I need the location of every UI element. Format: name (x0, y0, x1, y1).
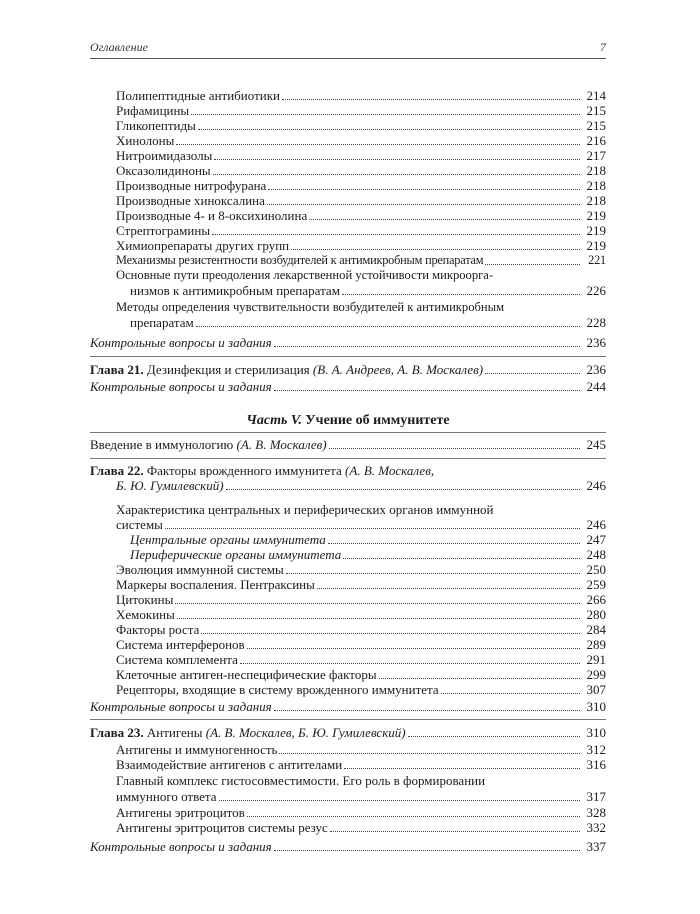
section-divider (90, 458, 606, 459)
toc-entry[interactable]: Гликопептиды 215 (116, 118, 606, 133)
toc-entry[interactable]: Эволюция иммунной системы 250 (116, 562, 606, 577)
part-title: Часть V. Учение об иммунитете (246, 413, 450, 428)
toc-chapter-heading[interactable]: Глава 23. Антигены (А. В. Москалев, Б. Ю. Гумилевский) 310 (90, 725, 606, 740)
toc-control-questions[interactable]: Контрольные вопросы и задания 310 (90, 699, 606, 714)
toc-entry[interactable]: Полипептидные антибиотики 214 (116, 88, 606, 103)
toc-entry[interactable]: Антигены эритроцитов системы резус 332 (116, 820, 606, 835)
toc-subentry[interactable]: Центральные органы иммунитета 247 (130, 532, 606, 547)
toc-entry[interactable]: Антигены эритроцитов 328 (116, 805, 606, 820)
toc-entry[interactable]: Система интерферонов 289 (116, 637, 606, 652)
toc-entry[interactable]: Химиопрепараты других групп 219 (116, 238, 606, 253)
toc-entry[interactable]: Стрептограмины 219 (116, 223, 606, 238)
toc-entry[interactable]: Б. Ю. Гумилевский) 246 (116, 478, 606, 493)
toc-entry-multiline-first: Главный комплекс гистосовместимости. Его роль в формировании (116, 773, 486, 788)
running-header (90, 40, 606, 58)
section-divider (90, 356, 606, 357)
toc-entry[interactable]: Введение в иммунологию (А. В. Москалев) 245 (90, 437, 606, 452)
toc-entry[interactable]: Клеточные антиген-неспецифические факторы 299 (116, 667, 606, 682)
toc-entry[interactable]: Система комплемента 291 (116, 652, 606, 667)
toc-entry[interactable]: Механизмы резистентности возбудителей к антимикробным препаратам 221 (116, 253, 606, 267)
toc-entry-multiline-first: Основные пути преодоления лекарственной устойчивости микроорга- (116, 268, 494, 282)
toc-entry[interactable]: Антигены и иммуногенность 312 (116, 742, 606, 757)
toc-entry[interactable]: Производные 4- и 8-оксихинолина 219 (116, 208, 606, 223)
toc-entry[interactable]: Маркеры воспаления. Пентраксины 259 (116, 577, 606, 592)
toc-control-questions[interactable]: Контрольные вопросы и задания 337 (90, 839, 606, 854)
toc-control-questions[interactable]: Контрольные вопросы и задания 236 (90, 335, 606, 350)
toc-entry[interactable]: Рифамицины 215 (116, 103, 606, 118)
toc-entry[interactable]: Хемокины 280 (116, 607, 606, 622)
toc-entry[interactable]: Производные хиноксалина 218 (116, 193, 606, 208)
toc-entry[interactable]: Цитокины 266 (116, 592, 606, 607)
toc-entry[interactable]: препаратам 228 (130, 315, 606, 330)
toc-entry[interactable]: иммунного ответа 317 (116, 789, 606, 804)
toc-entry[interactable]: Нитроимидазолы 217 (116, 148, 606, 163)
toc-entry-multiline-first: Методы определения чувствительности возбудителей к антимикробным (116, 300, 505, 314)
toc-entry[interactable]: Взаимодействие антигенов с антителами 316 (116, 757, 606, 772)
toc-entry[interactable]: Оксазолидиноны 218 (116, 163, 606, 178)
section-divider (90, 719, 606, 720)
toc-chapter-heading[interactable]: Глава 22. Факторы врожденного иммунитета (А. В. Москалев, (90, 463, 435, 478)
toc-entry-multiline-first: Характеристика центральных и периферических органов иммунной (116, 502, 494, 517)
toc-entry[interactable]: Хинолоны 216 (116, 133, 606, 148)
header-rule (90, 58, 606, 59)
toc-entry[interactable]: низмов к антимикробным препаратам 226 (130, 283, 606, 298)
toc-entry[interactable]: Факторы роста 284 (116, 622, 606, 637)
toc-chapter-heading[interactable]: Глава 21. Дезинфекция и стерилизация (В. А. Андреев, А. В. Москалев) 236 (90, 362, 606, 377)
toc-entry[interactable]: Производные нитрофурана 218 (116, 178, 606, 193)
toc-entry[interactable]: Рецепторы, входящие в систему врожденного иммунитета 307 (116, 682, 606, 697)
header-section-title: Оглавление (90, 40, 148, 54)
section-divider (90, 432, 606, 433)
toc-entry[interactable]: системы 246 (116, 517, 606, 532)
header-page-number: 7 (600, 40, 606, 54)
toc-subentry[interactable]: Периферические органы иммунитета 248 (130, 547, 606, 562)
toc-control-questions[interactable]: Контрольные вопросы и задания 244 (90, 379, 606, 394)
